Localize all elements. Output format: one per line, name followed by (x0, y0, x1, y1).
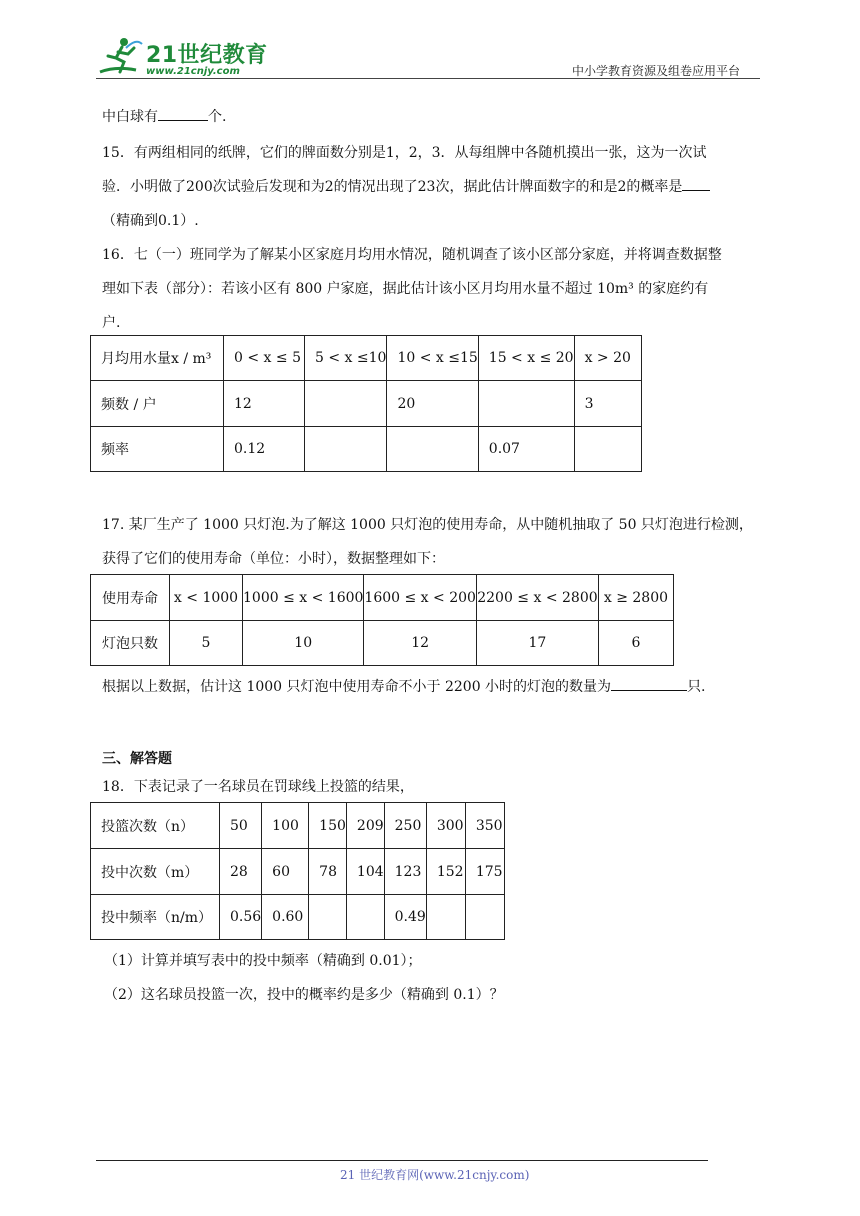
q16-line3: 户. (102, 315, 121, 331)
section-title: 三、解答题 (102, 751, 172, 767)
q14-tail-text: 中白球有 (102, 109, 158, 125)
table-cell: 灯泡只数 (91, 621, 170, 666)
table-cell (346, 895, 384, 940)
table-cell: 月均用水量x / m³ (91, 336, 224, 381)
table-row (91, 621, 674, 666)
table-cell: 78 (309, 849, 347, 895)
table-cell: 10 (243, 621, 364, 666)
table-cell: 1600 ≤ x < 200 (364, 575, 477, 621)
header-divider (96, 78, 760, 79)
table-cell: 12 (224, 381, 305, 427)
q16-table (90, 335, 642, 472)
q17-line2: 获得了它们的使用寿命（单位：小时），数据整理如下： (102, 551, 445, 567)
table-row (91, 381, 642, 427)
table-cell: 250 (384, 803, 426, 849)
q18-sub1: （1）计算并填写表中的投中频率（精确到 0.01）； (104, 953, 422, 969)
table-row (91, 575, 674, 621)
table-cell: 152 (426, 849, 465, 895)
table-cell: 20 (387, 381, 478, 427)
brand-name: 21世纪教育 (146, 43, 268, 68)
table-row (91, 427, 642, 472)
footer-divider (96, 1160, 708, 1161)
table-cell: 0.07 (478, 427, 574, 472)
answer-blank (682, 176, 710, 191)
q17-question (102, 676, 706, 696)
q15-line3: （精确到0.1）. (102, 213, 199, 229)
table-cell: 175 (465, 849, 504, 895)
table-cell: 6 (598, 621, 673, 666)
table-row (91, 895, 505, 940)
table-cell: 0 < x ≤ 5 (224, 336, 305, 381)
table-cell: 100 (262, 803, 309, 849)
table-row (91, 803, 505, 849)
table-cell: 60 (262, 849, 309, 895)
table-cell: 300 (426, 803, 465, 849)
brand-url: www.21cnjy.com (146, 66, 240, 77)
q17-question-suffix: 只. (687, 679, 706, 695)
table-cell: 1000 ≤ x < 1600 (243, 575, 364, 621)
table-cell: 频率 (91, 427, 224, 472)
table-cell: 3 (574, 381, 641, 427)
answer-blank (611, 676, 687, 691)
table-cell (387, 427, 478, 472)
table-cell: 209 (346, 803, 384, 849)
table-cell (309, 895, 347, 940)
table-cell: 12 (364, 621, 477, 666)
table-cell: 5 < x ≤10 (305, 336, 387, 381)
q15-line1: 15．有两组相同的纸牌，它们的牌面数分别是1，2，3．从每组牌中各随机摸出一张，这为一次试 (102, 145, 707, 161)
table-cell: x < 1000 (170, 575, 243, 621)
q14-tail-suffix: 个. (208, 109, 227, 125)
table-cell: 150 (309, 803, 347, 849)
q18-line1: 18．下表记录了一名球员在罚球线上投篮的结果， (102, 779, 414, 795)
table-row (91, 849, 505, 895)
platform-name: 中小学教育资源及组卷应用平台 (572, 64, 741, 78)
table-cell: 15 < x ≤ 20 (478, 336, 574, 381)
answer-blank (158, 106, 208, 121)
table-row (91, 336, 642, 381)
table-cell: 投篮次数（n） (91, 803, 220, 849)
table-cell (574, 427, 641, 472)
q17-line1: 17. 某厂生产了 1000 只灯泡.为了解这 1000 只灯泡的使用寿命，从中随机抽取了 50 只灯泡进行检测， (102, 517, 753, 533)
table-cell: 123 (384, 849, 426, 895)
table-cell: 频数 / 户 (91, 381, 224, 427)
table-cell (426, 895, 465, 940)
table-cell: x ≥ 2800 (598, 575, 673, 621)
table-cell: 17 (476, 621, 598, 666)
table-cell: 350 (465, 803, 504, 849)
table-cell: 50 (220, 803, 262, 849)
table-cell (305, 381, 387, 427)
table-cell: 0.60 (262, 895, 309, 940)
table-cell: 0.49 (384, 895, 426, 940)
q15-line2 (102, 176, 710, 196)
q18-table (90, 802, 505, 940)
table-cell: 10 < x ≤15 (387, 336, 478, 381)
table-cell (478, 381, 574, 427)
footer-text: 21 世纪教育网(www.21cnjy.com) (340, 1168, 530, 1182)
table-cell: 5 (170, 621, 243, 666)
table-cell: 投中次数（m） (91, 849, 220, 895)
q14-tail (102, 106, 226, 126)
table-cell: 0.12 (224, 427, 305, 472)
q15-line2-text: 验．小明做了200次试验后发现和为2的情况出现了23次，据此估计牌面数字的和是2的概率是 (102, 179, 683, 195)
q16-line1: 16．七（一）班同学为了解某小区家庭月均用水情况，随机调查了该小区部分家庭，并将调查数据整 (102, 247, 722, 263)
table-cell: 使用寿命 (91, 575, 170, 621)
q18-sub2: （2）这名球员投篮一次，投中的概率约是多少（精确到 0.1）？ (104, 987, 504, 1003)
table-cell: 2200 ≤ x < 2800 (476, 575, 598, 621)
table-cell: 104 (346, 849, 384, 895)
table-cell: 投中频率（n/m） (91, 895, 220, 940)
table-cell: 28 (220, 849, 262, 895)
q16-line2: 理如下表（部分）：若该小区有 800 户家庭，据此估计该小区月均用水量不超过 10m³ 的家庭约有 (102, 281, 709, 297)
table-cell (305, 427, 387, 472)
table-cell: x > 20 (574, 336, 641, 381)
table-cell: 0.56 (220, 895, 262, 940)
q17-question-text: 根据以上数据，估计这 1000 只灯泡中使用寿命不小于 2200 小时的灯泡的数量为 (102, 679, 612, 695)
table-cell (465, 895, 504, 940)
q17-table (90, 574, 674, 666)
